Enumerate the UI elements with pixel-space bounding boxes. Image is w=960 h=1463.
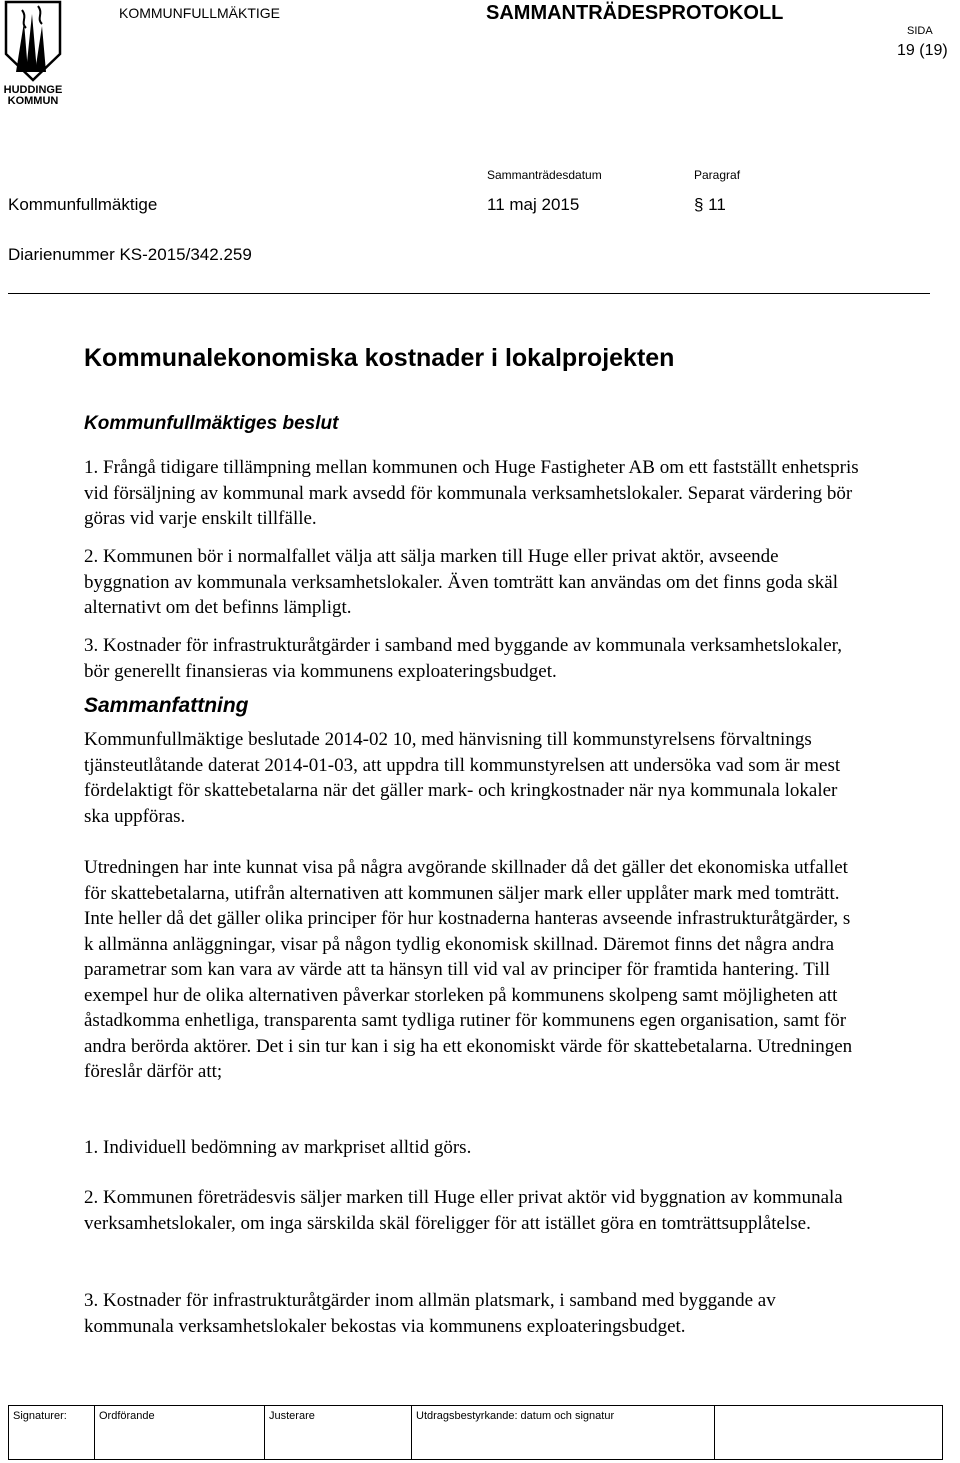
logo-text-huddinge: HUDDINGE xyxy=(3,84,63,96)
summary-item-1: 1. Individuell bedömning av markpriset alltid görs. xyxy=(84,1137,472,1158)
summary-item-3: 3. Kostnader för infrastrukturåtgärder inom allmän platsmark, i samband med byggande av kommunala verksamhetslokaler bekostas via kommunens exploateringsbudget. xyxy=(84,1290,776,1337)
summary-paragraph-1: Kommunfullmäktige beslutade 2014-02 10, med hänvisning till kommunstyrelsens förvaltnings tjänsteutlåtande daterat 2014-01-03, att uppdra till kommunstyrelsen att undersöka vad som är mest fördelaktigt för skattebetalarna när det gäller mark- och kringkostnader när nya kommunala lokaler ska uppföras. xyxy=(84,729,841,827)
paragraph-number: § 11 xyxy=(694,195,726,214)
meeting-date: 11 maj 2015 xyxy=(487,195,580,214)
decision-item-2: 2. Kommunen bör i normalfallet välja att sälja marken till Huge eller privat aktör, avseende byggnation av kommunala verksamhetslokaler. Även tomträtt kan användas om det finns goda skäl alternativt om det befinns lämpligt. xyxy=(84,546,839,618)
logo-text-kommun: KOMMUN xyxy=(7,95,59,106)
huddinge-kommun-logo xyxy=(2,0,64,106)
registry-number: Diarienummer KS-2015/342.259 xyxy=(8,245,252,264)
summary-paragraph-2: Utredningen har inte kunnat visa på några avgörande skillnader då det gäller det ekonomiska utfallet för skattebetalarna, utifrån alternativen att kommunen säljer mark eller upplåter mark med tomträtt. Inte heller då det gäller olika principer för hur kostnaderna hanteras avseende infrastrukturåtgärder, s k allmänna anläggningar, visar på någon tydlig ekonomisk skillnad. Däremot finns det några andra parametrar som kan vara av värde att ta hänsyn till vid val av principer för framtida hantering. Till exempel hur de olika alternativen påverkar storleken på kommunens skolpeng samt möjligheten att åstadkomma enhetliga, transparenta samt tydliga rutiner för kommunens egen organisation, samt för andra berörda aktörer. Det i sin tur kan i sig ha ett ekonomiskt värde för skattebetalarna. Utredningen föreslår därför att; xyxy=(84,857,853,1082)
decision-item-1: 1. Frångå tidigare tillämpning mellan kommunen och Huge Fastigheter AB om ett fastställt enhetspris vid försäljning av kommunal mark avsedd för kommunala verksamhetslokaler. Separat värdering bör göras vid varje enskilt tillfälle. xyxy=(84,457,859,529)
extract-certification-cell: Utdragsbestyrkande: datum och signatur xyxy=(411,1406,714,1459)
decision-item-3: 3. Kostnader för infrastrukturåtgärder i samband med byggande av kommunala verksamhetslokaler, bör generellt finansieras via kommunens exploateringsbudget. xyxy=(84,635,842,682)
adjusters-signature-cell: Justerare xyxy=(264,1406,411,1459)
document-type: SAMMANTRÄDESPROTOKOLL xyxy=(486,2,784,24)
summary-heading: Sammanfattning xyxy=(84,694,249,717)
paragraph-label: Paragraf xyxy=(694,168,741,182)
page-number: 19 (19) xyxy=(897,42,948,59)
empty-signature-cell xyxy=(714,1406,942,1459)
signatures-label: Signaturer: xyxy=(13,1410,67,1422)
page-label: SIDA xyxy=(907,25,933,37)
meeting-date-label: Sammanträdesdatum xyxy=(487,168,602,182)
org-name: KOMMUNFULLMÄKTIGE xyxy=(119,5,281,21)
page-title: Kommunalekonomiska kostnader i lokalprojekten xyxy=(84,344,675,372)
decision-heading: Kommunfullmäktiges beslut xyxy=(84,413,339,434)
header-divider xyxy=(8,293,930,294)
chair-signature-cell: Ordförande xyxy=(94,1406,264,1459)
signature-table xyxy=(8,1405,943,1460)
meeting-body: Kommunfullmäktige xyxy=(8,195,158,214)
summary-item-2: 2. Kommunen företrädesvis säljer marken till Huge eller privat aktör vid byggnation av kommunala verksamhetslokaler, om inga särskilda skäl föreligger för att istället göra en tomträttsupplåtelse. xyxy=(84,1187,843,1234)
